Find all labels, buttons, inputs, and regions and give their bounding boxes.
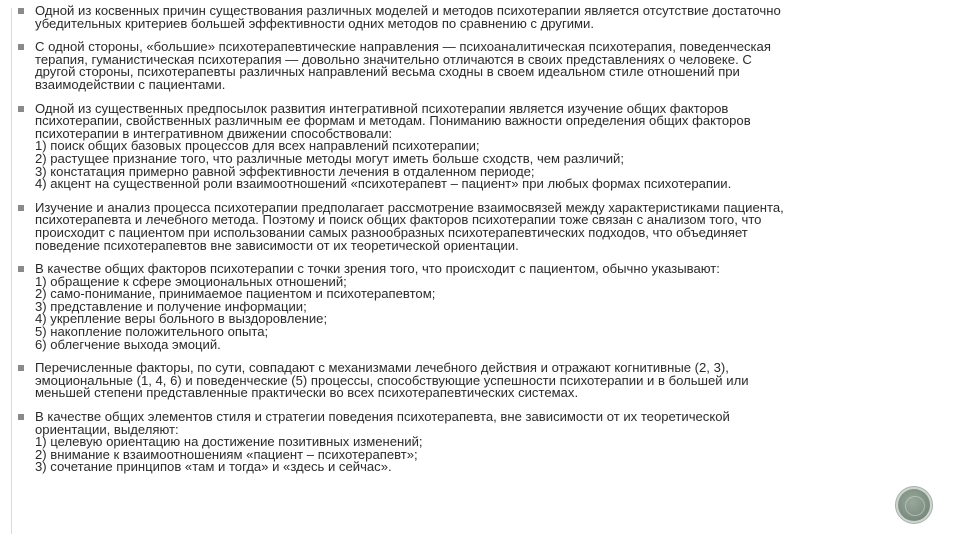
bullet-text-line: 4) акцент на существенной роли взаимоотношений «психотерапевт – пациент» при любых формах психотерапии. <box>35 176 732 192</box>
bullet-text-line: поведение психотерапевтов вне зависимости от их теоретической ориентации. <box>35 237 519 253</box>
bullet-text-line: взаимодействии с пациентами. <box>35 76 226 92</box>
bullet-text-line: 5) накопление положительного опыта; <box>35 324 269 340</box>
bullet-text-line: В качестве общих элементов стиля и стратегии поведения психотерапевта, вне зависимости от их теоретической <box>35 409 730 425</box>
bullet-list <box>14 5 946 485</box>
circle-badge-icon <box>898 489 930 521</box>
bullet-text-line: Одной из косвенных причин существования различных моделей и методов психотерапии является отсутствие достаточно <box>35 3 781 18</box>
list-item <box>14 199 946 253</box>
bullet-text-line: убедительных критериев большей эффективности одних методов по сравнению с другими. <box>35 15 594 31</box>
bullet-text-line: Одной из существенных предпосылок развития интегративной психотерапии является изучение общих факторов <box>35 100 729 116</box>
square-bullet-icon <box>18 266 24 272</box>
bullet-text-line: Перечисленные факторы, по сути, совпадают с механизмами лечебного действия и отражают когнитивные (2, 3), <box>35 360 729 376</box>
bullet-text-line: психотерапии в интегративном движении способствовали: <box>35 125 393 141</box>
bullet-text-line: другой стороны, психотерапевты различных направлений весьма сходны в своем идеальном стиле отношений при <box>35 64 740 80</box>
bullet-text-line: ориентации, выделяют: <box>35 421 179 437</box>
bullet-text-line: 2) растущее признание того, что различные методы могут иметь больше сходств, чем различий; <box>35 150 624 166</box>
bullet-text-line: 1) целевую ориентацию на достижение позитивных изменений; <box>35 434 423 450</box>
list-item <box>14 362 946 400</box>
bullet-text-line: 3) сочетание принципов «там и тогда» и «здесь и сейчас». <box>35 459 392 475</box>
square-bullet-icon <box>18 205 24 211</box>
bullet-text-line: 1) поиск общих базовых процессов для всех направлений психотерапии; <box>35 138 480 154</box>
bullet-text-line: эмоциональные (1, 4, 6) и поведенческие (5) процессы, способствующие успешности психотерапии и в большей или <box>35 372 749 388</box>
bullet-text-line: терапия, гуманистическая психотерапия — довольно значительно отличаются в своих представлениях о человеке. С <box>35 51 752 67</box>
list-item <box>14 41 946 91</box>
square-bullet-icon <box>18 106 24 112</box>
bullet-text-line: 1) обращение к сфере эмоциональных отношений; <box>35 273 347 289</box>
list-item <box>14 411 946 474</box>
bullet-text-line: 6) облегчение выхода эмоций. <box>35 336 221 352</box>
badge-ring <box>905 496 925 516</box>
list-item <box>14 5 946 30</box>
square-bullet-icon <box>18 365 24 371</box>
bullet-text-line: 3) констатация примерно равной эффективности лечения в отдаленном периоде; <box>35 163 535 179</box>
bullet-text-line: 2) само-понимание, принимаемое пациентом и психотерапевтом; <box>35 286 436 302</box>
square-bullet-icon <box>18 44 24 50</box>
list-item <box>14 263 946 351</box>
left-divider <box>11 8 12 534</box>
bullet-text-line: Изучение и анализ процесса психотерапии предполагает рассмотрение взаимосвязей между характеристиками пациента, <box>35 199 784 215</box>
bullet-text-line: происходит с пациентом при использовании самых разнообразных психотерапевтических подходов, что объединяет <box>35 224 748 240</box>
bullet-text-line: В качестве общих факторов психотерапии с точки зрения того, что происходит с пациентом, обычно указывают: <box>35 261 720 277</box>
bullet-text-line: 3) представление и получение информации; <box>35 298 307 314</box>
bullet-text-line: С одной стороны, «большие» психотерапевтические направления — психоаналитическая психотерапия, поведенческая <box>35 39 771 55</box>
square-bullet-icon <box>18 414 24 420</box>
bullet-text-line: меньшей степени представленные практически во всех психотерапевтических системах. <box>35 385 579 401</box>
bullet-text-line: психотерапии, свойственных различным ее формам и методам. Пониманию важности определения общих факторов <box>35 113 751 129</box>
list-item <box>14 100 946 192</box>
bullet-text-line: 2) внимание к взаимоотношениям «пациент – психотерапевт»; <box>35 446 418 462</box>
bullet-text-line: психотерапевта и лечебного метода. Поэтому и поиск общих факторов психотерапии тоже связан с анализом того, что <box>35 212 762 228</box>
bullet-text-line: 4) укрепление веры больного в выздоровление; <box>35 311 328 327</box>
square-bullet-icon <box>18 8 24 14</box>
